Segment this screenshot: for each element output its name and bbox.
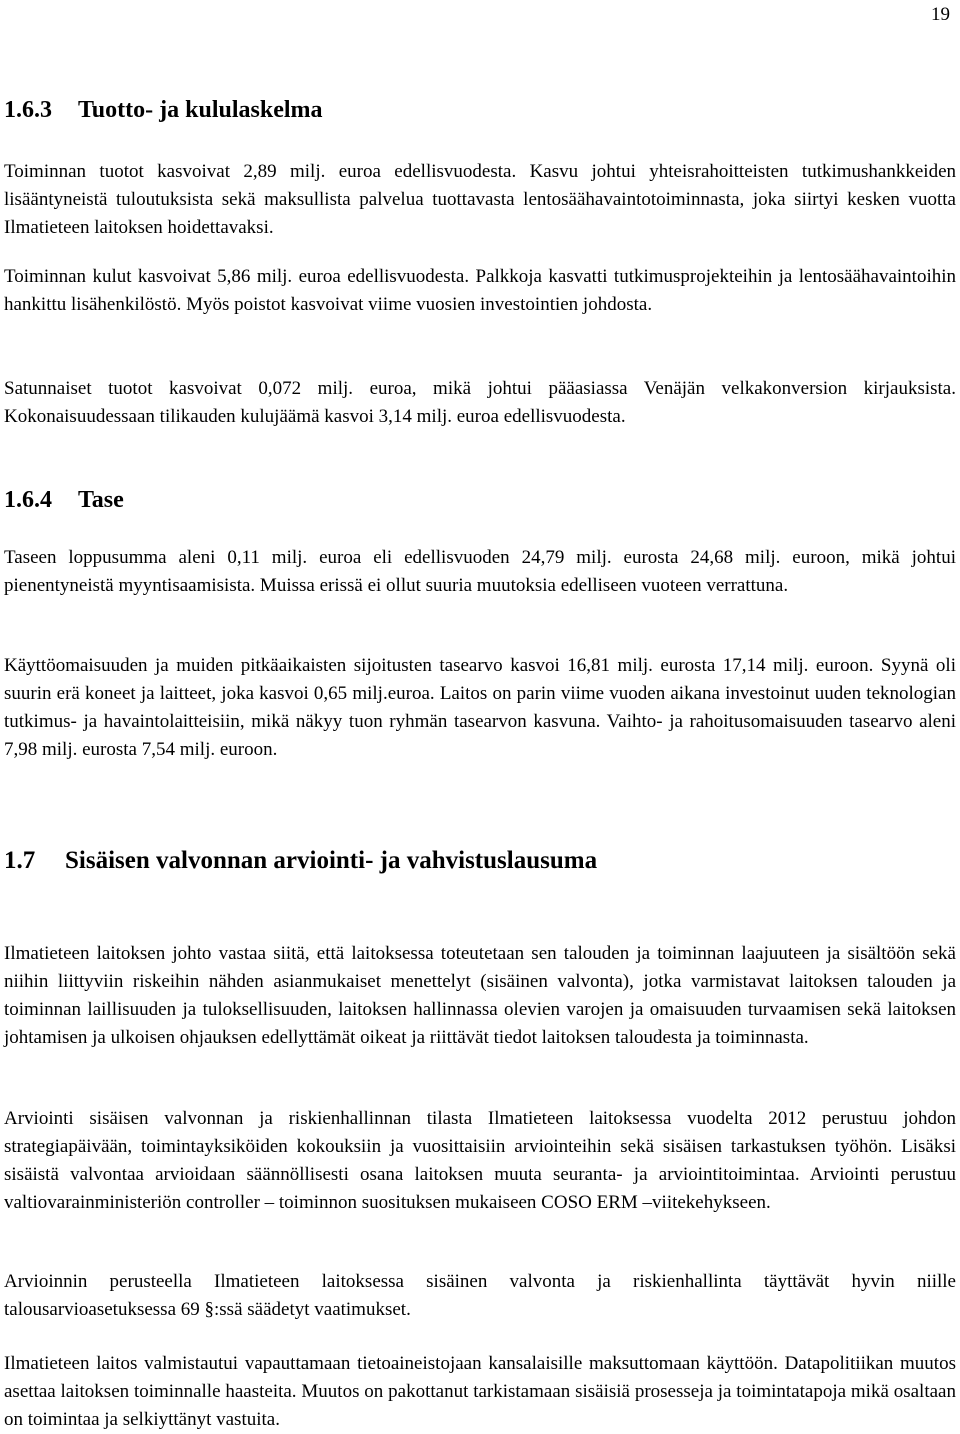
heading-number: 1.6.3 bbox=[4, 97, 52, 123]
paragraph-control-3: Arvioinnin perusteella Ilmatieteen laitoksessa sisäinen valvonta ja riskienhallinta täyttävät hyvin niille talousarvioasetuksessa 69 §:ssä säädetyt vaatimukset. bbox=[4, 1271, 956, 1320]
paragraph-income-3: Satunnaiset tuotot kasvoivat 0,072 milj. euroa, mikä johtui pääasiassa Venäjän velkakonversion kirjauksista. Kokonaisuudessaan tilikauden kulujäämä kasvoi 3,14 milj. euroa edellisvuodesta. bbox=[4, 378, 956, 427]
paragraph-balance-2: Käyttöomaisuuden ja muiden pitkäaikaisten sijoitusten tasearvo kasvoi 16,81 milj. eurosta 17,14 milj. euroon. Syynä oli suurin erä koneet ja laitteet, joka kasvoi 0,65 milj.euroa. Laitos on parin viime vuoden aikana investoinut uuden teknologian tutkimus- ja havaintolaitteisiin, mikä näkyy tuon ryhmän tasearvon kasvuna. Vaihto- ja rahoitusomaisuuden tasearvo aleni 7,98 milj. eurosta 7,54 milj. euroon. bbox=[4, 655, 956, 760]
heading-income-statement bbox=[4, 96, 323, 124]
paragraph-income-1: Toiminnan tuotot kasvoivat 2,89 milj. euroa edellisvuodesta. Kasvu johtui yhteisrahoitteisten tutkimushankkeiden lisääntyneistä tuloutuksista sekä maksullista palvelua tuottavasta lentosäähavaintotoiminnasta, joka siirtyi kesken vuotta Ilmatieteen laitoksen hoidettavaksi. bbox=[4, 161, 956, 238]
heading-internal-control bbox=[4, 846, 597, 876]
heading-number: 1.6.4 bbox=[4, 487, 52, 513]
heading-number: 1.7 bbox=[4, 847, 36, 874]
paragraph-control-4: Ilmatieteen laitos valmistautui vapauttamaan tietoaineistojaan kansalaisille maksuttomaan käyttöön. Datapolitiikan muutos asettaa laitoksen toiminnalle haasteita. Muutos on pakottanut tarkistamaan sisäisiä prosesseja ja toimintatapoja mikä osaltaan on toimintaa ja selkiyttänyt vastuita. bbox=[4, 1353, 956, 1430]
heading-title: Tuotto- ja kululaskelma bbox=[78, 97, 323, 123]
paragraph-control-1: Ilmatieteen laitoksen johto vastaa siitä, että laitoksessa toteutetaan sen talouden ja toiminnan laajuuteen ja sisältöön sekä niihin liittyviin riskeihin nähden asianmukaiset menettelyt (sisäinen valvonta), jotka varmistavat laitoksen talouden ja toiminnan laillisuuden ja tuloksellisuuden, laitoksen hallinnassa olevien varojen ja omaisuuden turvaamisen sekä laitoksen johtamisen ja ulkoisen ohjauksen edellyttämät oikeat ja riittävät tiedot laitoksen taloudesta ja toiminnasta. bbox=[4, 943, 956, 1048]
heading-balance-sheet bbox=[4, 486, 124, 514]
paragraph-income-2: Toiminnan kulut kasvoivat 5,86 milj. euroa edellisvuodesta. Palkkoja kasvatti tutkimusprojekteihin ja lentosäähavaintoihin hankittu lisähenkilöstö. Myös poistot kasvoivat viime vuosien investointien johdosta. bbox=[4, 266, 956, 315]
paragraph-control-2: Arviointi sisäisen valvonnan ja riskienhallinnan tilasta Ilmatieteen laitoksessa vuodelta 2012 perustuu johdon strategiapäivään, toimintayksiköiden kokouksiin ja vuosittaisiin arviointeihin sekä sisäisen tarkastuksen työhön. Lisäksi sisäistä valvontaa arvioidaan säännöllisesti osana laitoksen muuta seuranta- ja arviointitoimintaa. Arviointi perustuu valtiovarainministeriön controller – toiminnon suosituksen mukaiseen COSO ERM –viitekehykseen. bbox=[4, 1108, 956, 1213]
paragraph-balance-1: Taseen loppusumma aleni 0,11 milj. euroa eli edellisvuoden 24,79 milj. eurosta 24,68 milj. euroon, mikä johtui pienentyneistä myyntisaamisista. Muissa erissä ei ollut suuria muutoksia edelliseen vuoteen verrattuna. bbox=[4, 547, 956, 596]
page-number: 19 bbox=[931, 4, 950, 25]
heading-title: Tase bbox=[78, 487, 124, 513]
heading-title: Sisäisen valvonnan arviointi- ja vahvistuslausuma bbox=[65, 847, 598, 874]
